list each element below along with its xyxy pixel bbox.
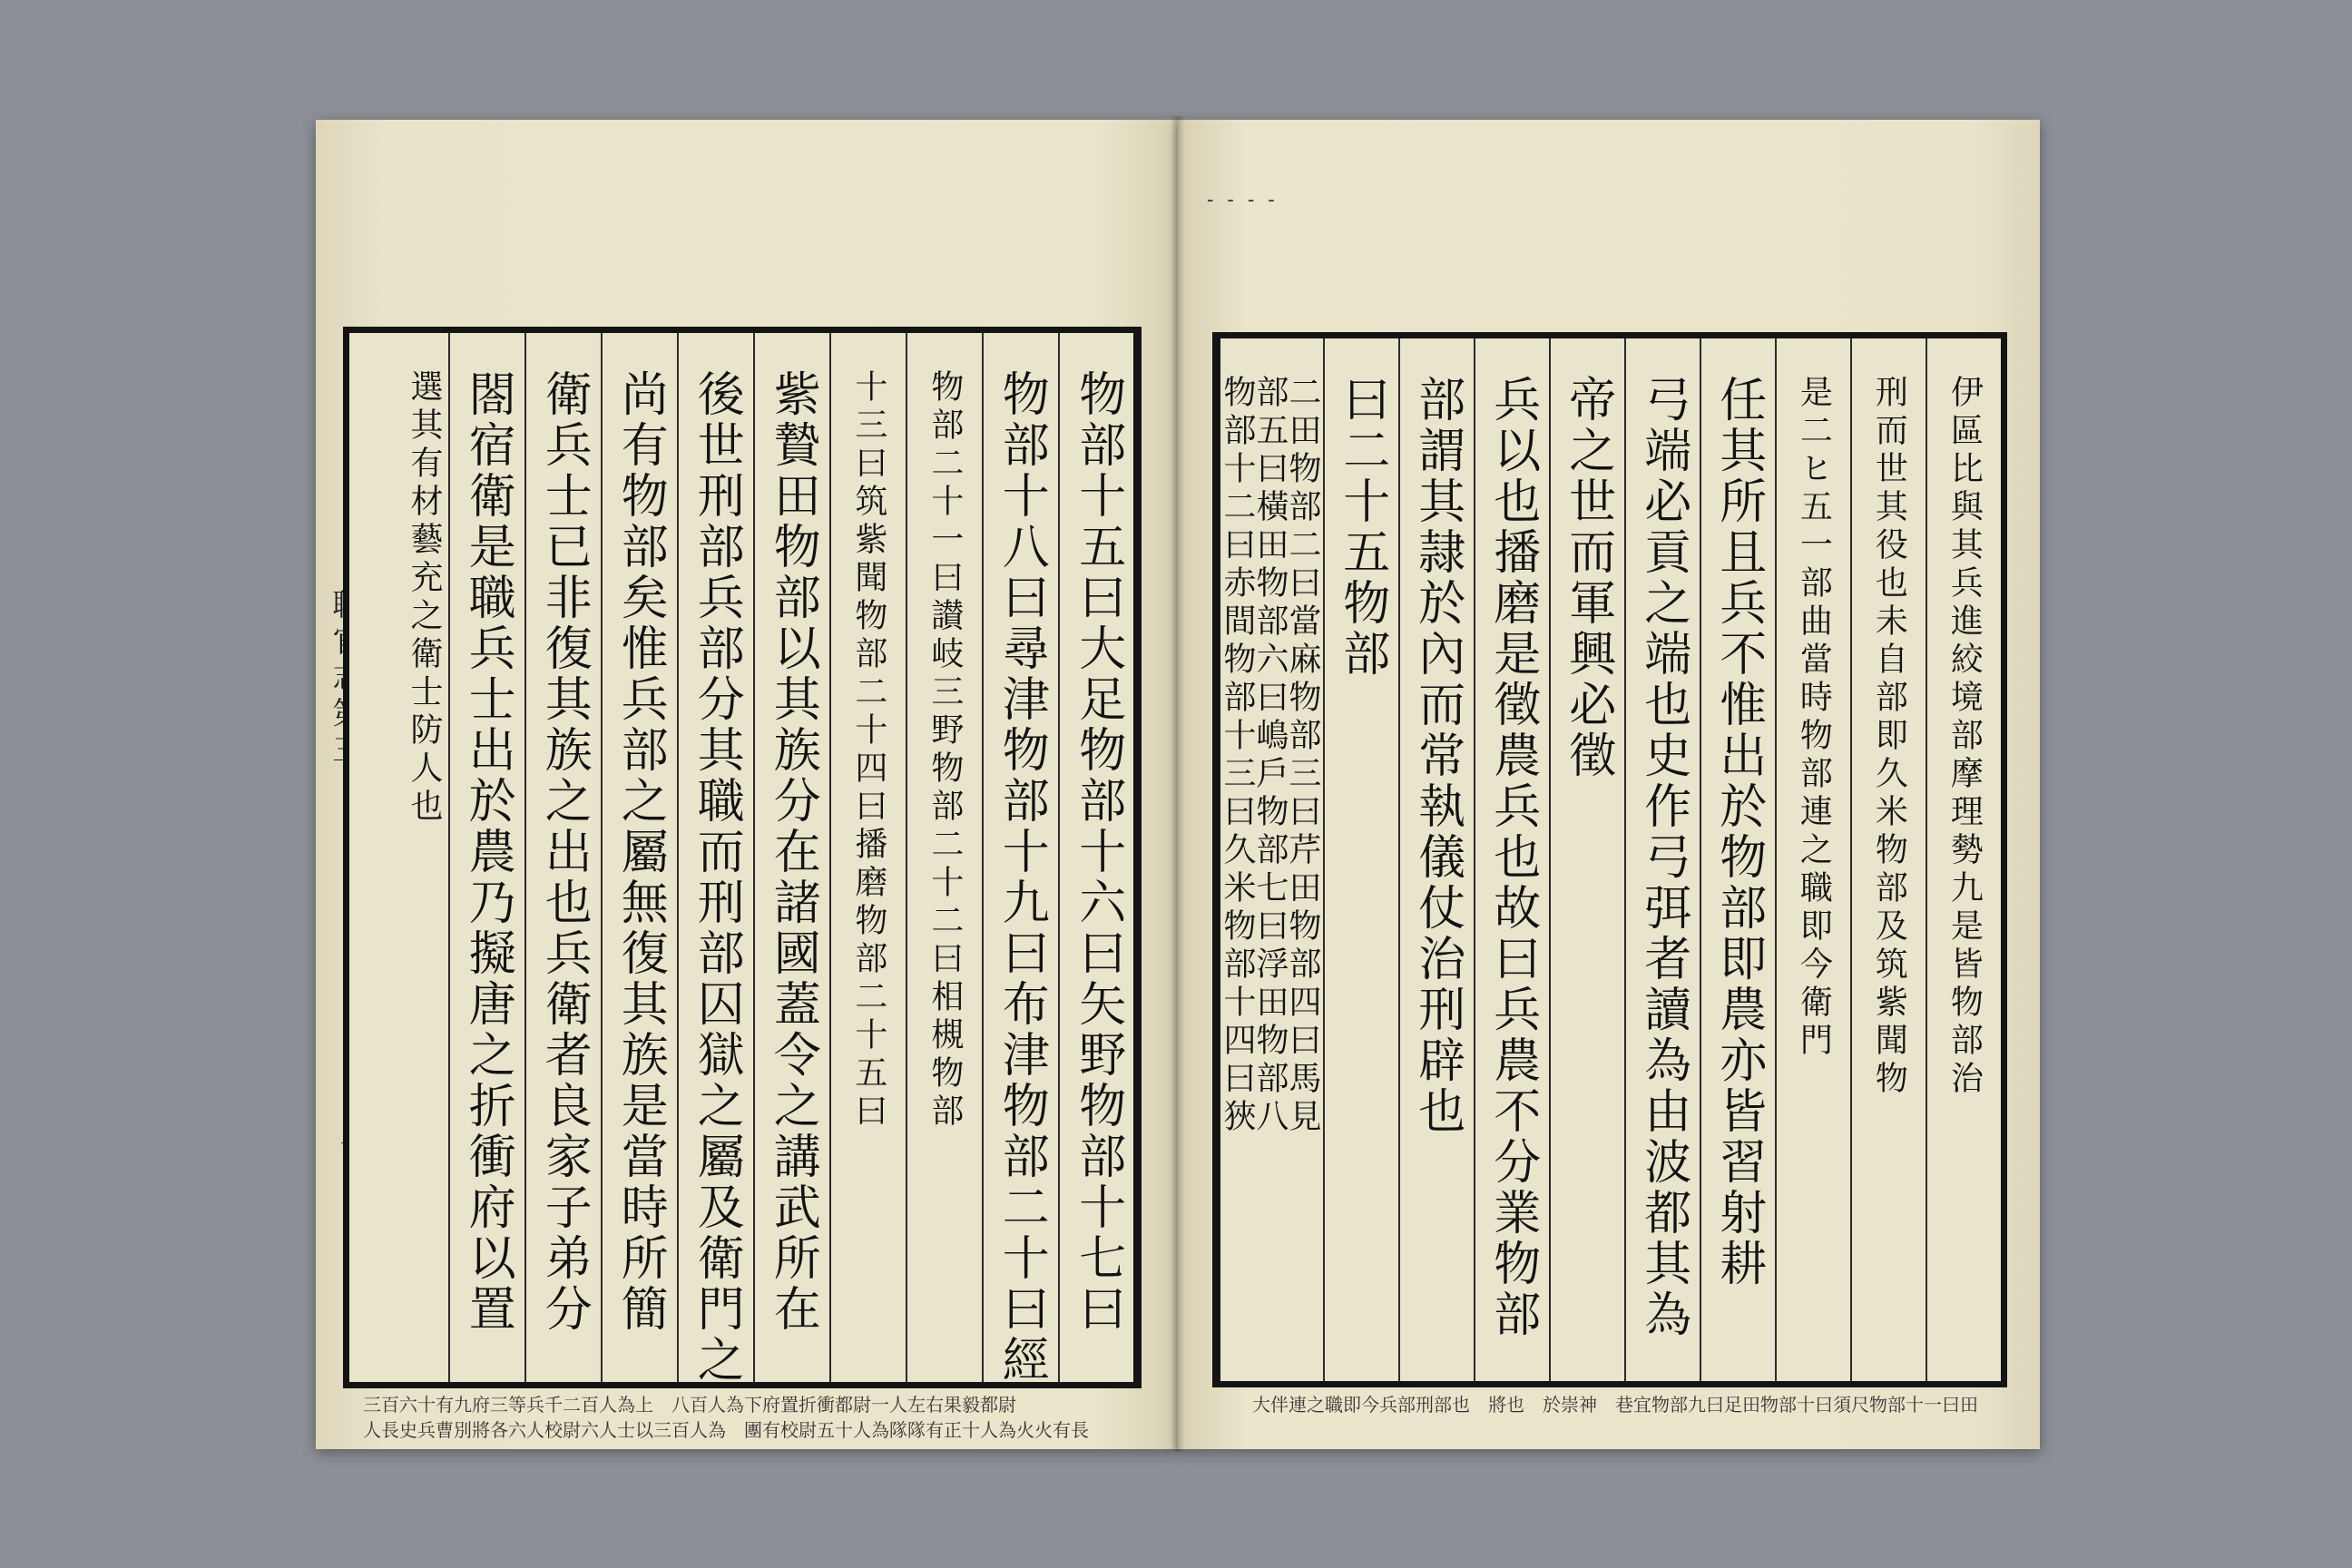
text-column: 兵以也播磨是徵農兵也故曰兵農不分業物部 <box>1474 338 1549 1381</box>
text-column: 後世刑部兵部分其職而刑部囚獄之屬及衛門之 <box>677 333 753 1382</box>
text-column: 物部二十一曰讃岐三野物部二十二曰相槻物部 <box>906 333 982 1382</box>
margin-marks: ‐ ‐ ‐ ‐ <box>1207 189 1279 211</box>
text-column: 弓端必貢之端也史作弓弭者讀為由波都其為 <box>1624 338 1700 1381</box>
text-column: 任其所且兵不惟出於物部即農亦皆習射耕 <box>1700 338 1775 1381</box>
text-column: 伊區比與其兵進絞境部摩理勢九是皆物部治 <box>1926 338 2001 1381</box>
text-column-group: 二田物部二曰當麻物部三曰芹田物部四曰馬見 部五曰橫田物部六曰嶋戶物部七曰浮田物部八 物部十二曰赤間物部十三曰久米物部十四曰狹 <box>1219 375 1321 1137</box>
additional-columns-left: 三百六十有九府三等兵千二百人為上 八百人為下府置折衝都尉一人左右果毅都尉 <box>363 1394 1016 1416</box>
additional-columns: 大伴連之職即今兵部刑部也 將也 於崇神 巷宜物部九曰足田物部十曰須尺物部十一曰田 <box>1252 1394 1978 1416</box>
text-column: 物部十八曰尋津物部十九曰布津物部二十曰經 <box>982 333 1058 1382</box>
text-column: 尚有物部矣惟兵部之屬無復其族是當時所簡 <box>601 333 677 1382</box>
text-column-pair: 選其有材藝充之衛士防人也 <box>406 369 443 827</box>
book-gutter <box>1171 116 1185 1452</box>
text-column: 物部十五曰大足物部十六曰矢野物部十七曰 <box>1058 333 1135 1382</box>
text-column: 刑而世其役也未自部即久米物部及筑紫聞物 <box>1850 338 1926 1381</box>
text-column: 十三曰筑紫聞物部二十四曰播磨物部二十五曰 <box>829 333 906 1382</box>
additional-columns-left-2: 人長史兵曹別將各六人校尉六人士以三百人為 團有校尉五十人為隊隊有正十人為火火有長 <box>363 1419 1089 1441</box>
left-text-frame <box>343 327 1142 1388</box>
text-column: 是二ヒ五一部曲當時物部連之職即今衛門 <box>1775 338 1850 1381</box>
text-column: 衛兵士已非復其族之出也兵衛者良家子弟分 <box>524 333 601 1382</box>
text-column: 閤宿衛是職兵士出於農乃擬唐之折衝府以置 <box>448 333 524 1382</box>
text-column: 部謂其隷於內而常執儀仗治刑辟也 <box>1398 338 1474 1381</box>
text-column: 帝之世而軍興必徵 <box>1549 338 1624 1381</box>
text-column: 曰二十五物部 <box>1323 338 1398 1381</box>
text-column: 紫贄田物部以其族分在諸國蓋令之講武所在 <box>753 333 829 1382</box>
right-text-frame <box>1212 332 2007 1387</box>
